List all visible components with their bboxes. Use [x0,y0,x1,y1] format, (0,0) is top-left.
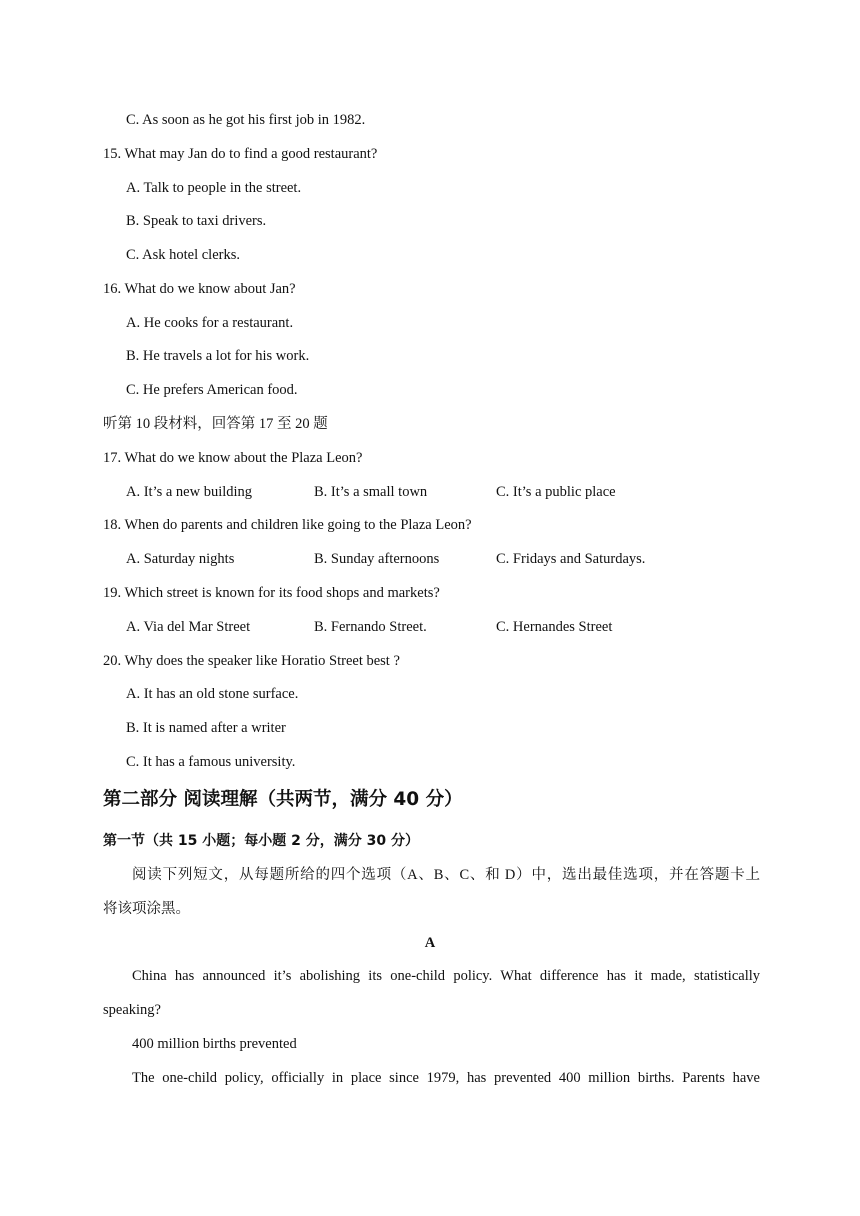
q16-question: 16. What do we know about Jan? [103,281,296,297]
q20-option-b: B. It is named after a writer [126,720,286,736]
paragraph2-line1: The one-child policy, officially in place since 1979, has prevented 400 million births. Parents have [132,1070,760,1086]
section10-instruction: 听第 10 段材料，回答第 17 至 20 题 [103,416,328,432]
q17-option-a: A. It’s a new building [126,484,253,500]
q19-question: 19. Which street is known for its food shops and markets? [103,585,440,601]
q15-option-b: B. Speak to taxi drivers. [126,213,267,229]
passage-label: A [424,935,436,951]
paragraph1-line1: China has announced it’s abolishing its one-child policy. What difference has it made, statistically [132,968,760,984]
paragraph1-line2: speaking? [103,1002,161,1018]
q17-question: 17. What do we know about the Plaza Leon? [103,450,363,466]
q15-option-c: C. Ask hotel clerks. [126,247,240,263]
q18-option-c: C. Fridays and Saturdays. [496,551,646,567]
q18-option-a: A. Saturday nights [126,551,235,567]
reading-instruction-line1: 阅读下列短文，从每题所给的四个选项（A、B、C、和 D）中，选出最佳选项，并在答题卡上 [132,867,760,883]
reading-instruction-line2: 将该项涂黑。 [103,901,190,917]
q18-question: 18. When do parents and children like going to the Plaza Leon? [103,517,472,533]
section-one-title: 第一节（共 15 小题；每小题 2 分，满分 30 分） [103,833,419,849]
passage-subheading: 400 million births prevented [132,1036,297,1052]
q14-option-c: C. As soon as he got his first job in 1982. [126,112,366,128]
q17-option-b: B. It’s a small town [314,484,428,500]
q15-option-a: A. Talk to people in the street. [126,180,302,196]
q16-option-b: B. He travels a lot for his work. [126,348,310,364]
q16-option-c: C. He prefers American food. [126,382,298,398]
q20-question: 20. Why does the speaker like Horatio Street best ? [103,653,400,669]
q19-option-c: C. Hernandes Street [496,619,613,635]
q19-option-b: B. Fernando Street. [314,619,427,635]
q20-option-c: C. It has a famous university. [126,754,296,770]
part-two-title: 第二部分 阅读理解（共两节，满分 40 分） [103,789,463,810]
q18-option-b: B. Sunday afternoons [314,551,440,567]
q19-option-a: A. Via del Mar Street [126,619,251,635]
q17-option-c: C. It’s a public place [496,484,616,500]
q20-option-a: A. It has an old stone surface. [126,686,299,702]
q16-option-a: A. He cooks for a restaurant. [126,315,294,331]
q15-question: 15. What may Jan do to find a good restaurant? [103,146,378,162]
